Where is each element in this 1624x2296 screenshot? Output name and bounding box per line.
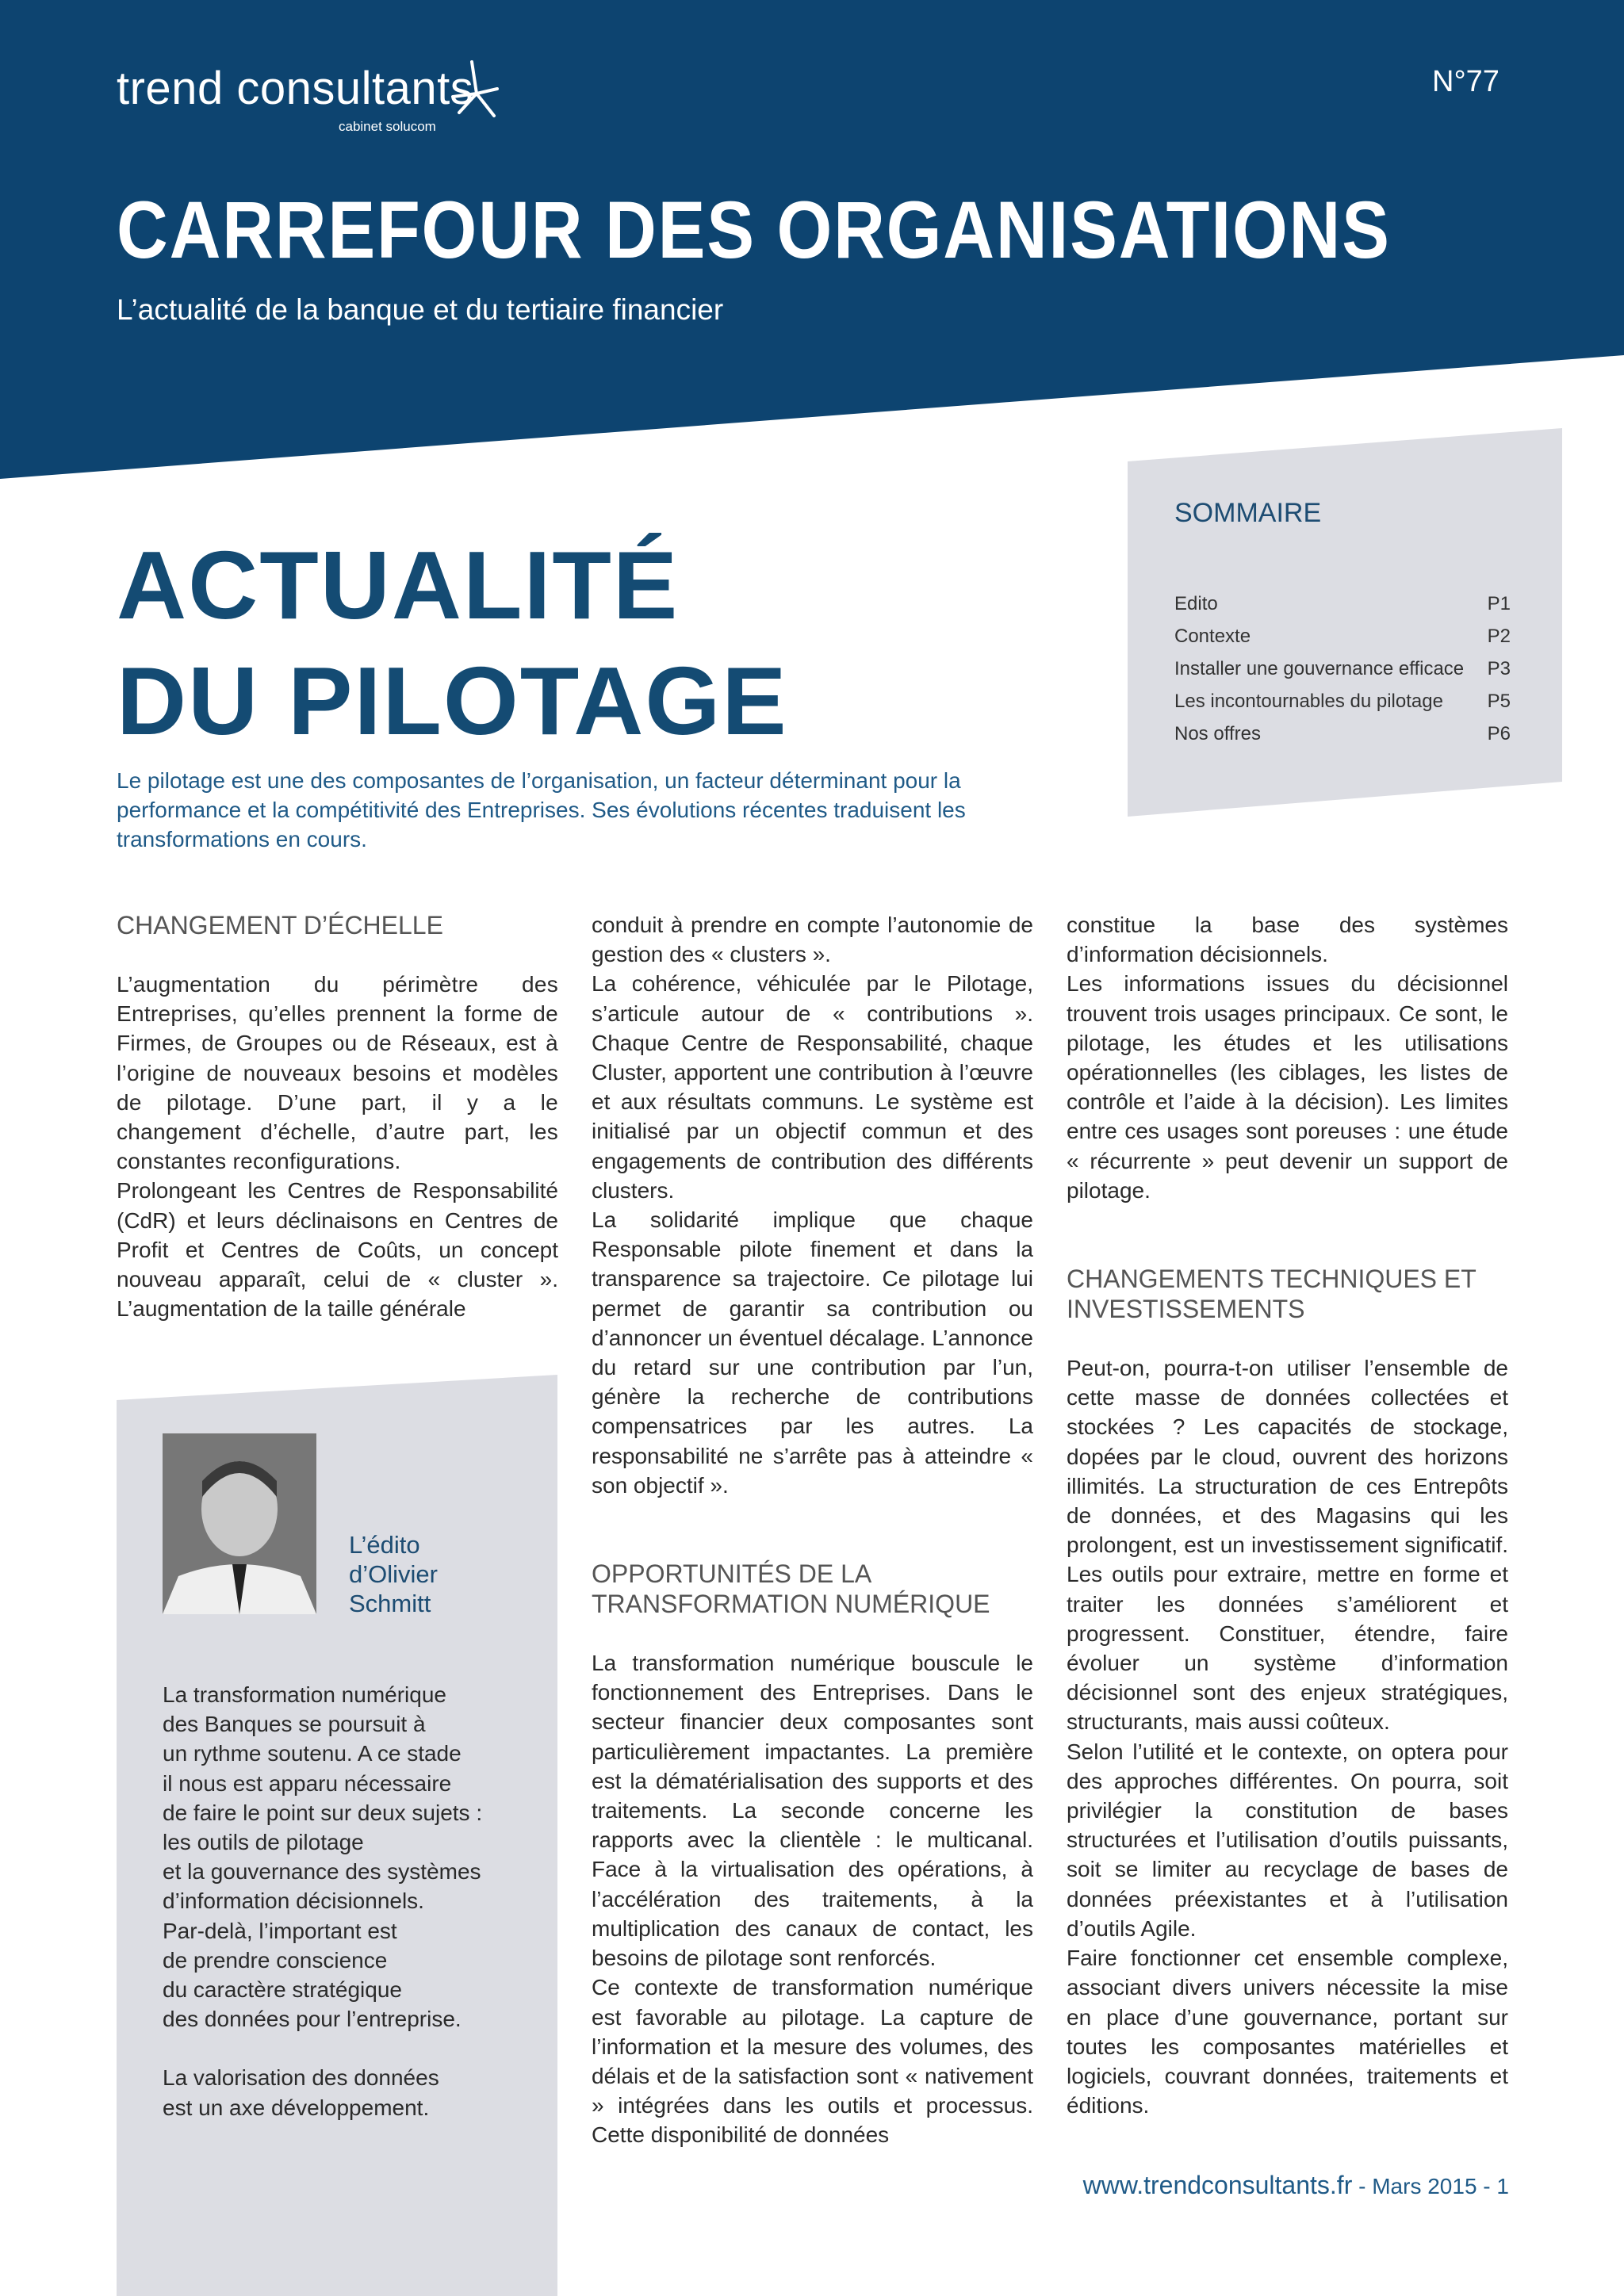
column-1 bbox=[117, 910, 558, 1323]
logo-subtitle: cabinet solucom bbox=[339, 119, 436, 134]
column-3 bbox=[1067, 910, 1508, 2120]
toc-item[interactable] bbox=[1174, 718, 1511, 750]
edito-signature bbox=[349, 1530, 438, 1618]
footer-url-link[interactable]: www.trendconsultants.fr bbox=[1082, 2171, 1353, 2199]
edito-line: du caractère stratégique bbox=[163, 1977, 402, 2003]
sommaire-title: SOMMAIRE bbox=[1174, 498, 1322, 528]
headline-line-2: DU PILOTAGE bbox=[117, 647, 788, 755]
publication-subtitle: L’actualité de la banque et du tertiaire financier bbox=[117, 293, 724, 326]
section-heading: CHANGEMENTS TECHNIQUES ET INVESTISSEMENTS bbox=[1067, 1265, 1477, 1324]
paragraph: Les informations issues du décisionnel trouvent trois usages principaux. Ce sont, le pilotage, les études et les utilisations opérationnelles (les ciblages, les listes de contrôle et l’aide à la décision). Les limites entre ces usages sont poreuses : une étude « récurrente » peut devenir un support de pilotage. bbox=[1067, 971, 1508, 1203]
toc-item-page: P2 bbox=[1487, 626, 1511, 647]
headline-line-1: ACTUALITÉ bbox=[117, 531, 680, 639]
toc-item-page: P3 bbox=[1487, 658, 1511, 679]
footer-date: Mars 2015 bbox=[1372, 2174, 1477, 2198]
toc-item[interactable] bbox=[1174, 685, 1511, 718]
edito-line: est un axe développement. bbox=[163, 2095, 430, 2120]
edito-sig-line: Schmitt bbox=[349, 1590, 431, 1617]
toc-item-page: P5 bbox=[1487, 691, 1511, 712]
paragraph: La solidarité implique que chaque Responsable pilote finement et dans la transparence sa trajectoire. Ce pilotage lui permet de garantir sa contribution ou d’annoncer un éventuel décalage. L’annonce du retard sur une contribution par l’un, génère la recherche de contributions compensatrices par les autres. La responsabilité ne s’arrête pas à atteindre « son objectif ». bbox=[592, 1207, 1033, 1498]
article-lead: Le pilotage est une des composantes de l’organisation, un facteur déterminant pour la performance et la compétitivité des Entreprises. Ses évolutions récentes traduisent les transformations en cours. bbox=[117, 768, 966, 851]
edito-text bbox=[163, 1680, 527, 2122]
edito-line: il nous est apparu nécessaire bbox=[163, 1770, 452, 1796]
edito-line: Par-delà, l’important est bbox=[163, 1918, 397, 1943]
logo[interactable] bbox=[117, 62, 474, 134]
paragraph: Selon l’utilité et le contexte, on optera pour des approches différentes. On pourra, soit privilégier la constitution de bases structurées et l’utilisation d’outils puissants, soit se limiter au recyclage de bases de données préexistantes et à l’utilisation d’outils Agile. bbox=[1067, 1739, 1508, 1941]
logo-star-icon bbox=[448, 59, 504, 122]
edito-line: La transformation numérique bbox=[163, 1682, 446, 1707]
paragraph: conduit à prendre en compte l’autonomie de gestion des « clusters ». bbox=[592, 913, 1033, 967]
footer-separator: - bbox=[1352, 2174, 1373, 2198]
toc-item-page: P6 bbox=[1487, 723, 1511, 744]
edito-line: d’information décisionnels. bbox=[163, 1888, 424, 1914]
edito-line: des données pour l’entreprise. bbox=[163, 2007, 462, 2032]
paragraph: constitue la base des systèmes d’information décisionnels. bbox=[1067, 913, 1508, 967]
edito-sig-line: d’Olivier bbox=[349, 1560, 438, 1588]
edito-line: de faire le point sur deux sujets : bbox=[163, 1800, 483, 1825]
toc-item-label: Les incontournables du pilotage bbox=[1174, 691, 1443, 712]
edito-sig-line: L’édito bbox=[349, 1531, 420, 1559]
toc-item-label: Nos offres bbox=[1174, 723, 1261, 744]
footer-separator: - bbox=[1477, 2174, 1497, 2198]
paragraph: Faire fonctionner cet ensemble complexe, associant divers univers nécessite la mise en place d’une gouvernance, portant sur toutes les composantes matérielles et logiciels, couvrant données, traitements et éditions. bbox=[1067, 1946, 1508, 2118]
logo-name: trend consultants bbox=[117, 63, 474, 114]
edito-line: des Banques se poursuit à bbox=[163, 1712, 426, 1737]
toc-item-page: P1 bbox=[1487, 593, 1511, 614]
toc-item[interactable] bbox=[1174, 587, 1511, 620]
edito-line: de prendre conscience bbox=[163, 1947, 388, 1973]
table-of-contents bbox=[1174, 587, 1511, 750]
issue-number: N°77 bbox=[1432, 65, 1500, 98]
paragraph: Prolongeant les Centres de Responsabilité (CdR) et leurs déclinaisons en Centres de Profit et Centres de Coûts, un concept nouveau apparaît, celui de « cluster ». L’augmentation de la taille générale bbox=[117, 1178, 558, 1322]
paragraph: L’augmentation du périmètre des Entreprises, qu’elles prennent la forme de Firmes, de Groupes ou de Réseaux, est à l’origine de nouveaux besoins et modèles de pilotage. D’une part, il y a le changement d’échelle, d’autre part, les constantes reconfigurations. bbox=[117, 972, 558, 1174]
page-footer bbox=[1083, 2171, 1509, 2200]
section-heading: CHANGEMENT D’ÉCHELLE bbox=[117, 911, 443, 939]
toc-item-label: Contexte bbox=[1174, 626, 1251, 647]
toc-item-label: Edito bbox=[1174, 593, 1218, 614]
toc-item[interactable] bbox=[1174, 620, 1511, 652]
edito-line: un rythme soutenu. A ce stade bbox=[163, 1741, 462, 1766]
page-number: 1 bbox=[1496, 2174, 1509, 2198]
paragraph: Peut-on, pourra-t-on utiliser l’ensemble de cette masse de données collectées et stockées ? Les capacités de stockage, dopées par le cloud, ouvrent des horizons illimités. La structuration de ces Entrepôts de données, et des Magasins qui les prolongent, est un investissement significatif. Les outils pour extraire, mettre en forme et traiter les données s’améliorent et progressent. Constituer, étendre, faire évoluer un système d’information décisionnel sont des enjeux stratégiques, structurants, mais aussi coûteux. bbox=[1067, 1356, 1508, 1735]
author-photo bbox=[163, 1433, 316, 1614]
paragraph: Ce contexte de transformation numérique est favorable au pilotage. La capture de l’information et la mesure des volumes, des délais et de la satisfaction sont « nativement » intégrées dans les outils et processus. Cette disponibilité de données bbox=[592, 1975, 1033, 2148]
column-2 bbox=[592, 910, 1033, 2150]
paragraph: La transformation numérique bouscule le fonctionnement des Entreprises. Dans le secteur financier deux composantes sont particulièrement impactantes. La première est la dématérialisation des supports et des traitements. La seconde concerne les rapports avec la clientèle : le multicanal. Face à la virtualisation des opérations, à l’accélération des traitements, à la multiplication des canaux de contact, les besoins de pilotage sont renforcés. bbox=[592, 1651, 1033, 1971]
publication-title: CARREFOUR DES ORGANISATIONS bbox=[117, 185, 1391, 275]
edito-line: et la gouvernance des systèmes bbox=[163, 1859, 481, 1885]
paragraph: La cohérence, véhiculée par le Pilotage, s’articule autour de « contributions ». Chaque Centre de Responsabilité, chaque Cluster, apportent une contribution à l’œuvre et aux résultats communs. Le système est initialisé par un objectif commun et des engagements de contribution des différents clusters. bbox=[592, 971, 1033, 1203]
toc-item-label: Installer une gouvernance efficace bbox=[1174, 658, 1465, 679]
toc-item[interactable] bbox=[1174, 652, 1511, 685]
section-heading: OPPORTUNITÉS DE LA TRANSFORMATION NUMÉRIQUE bbox=[592, 1559, 990, 1619]
spacer bbox=[163, 2034, 527, 2063]
article-headline bbox=[117, 527, 788, 759]
edito-line: La valorisation des données bbox=[163, 2065, 439, 2091]
edito-line: les outils de pilotage bbox=[163, 1830, 364, 1855]
